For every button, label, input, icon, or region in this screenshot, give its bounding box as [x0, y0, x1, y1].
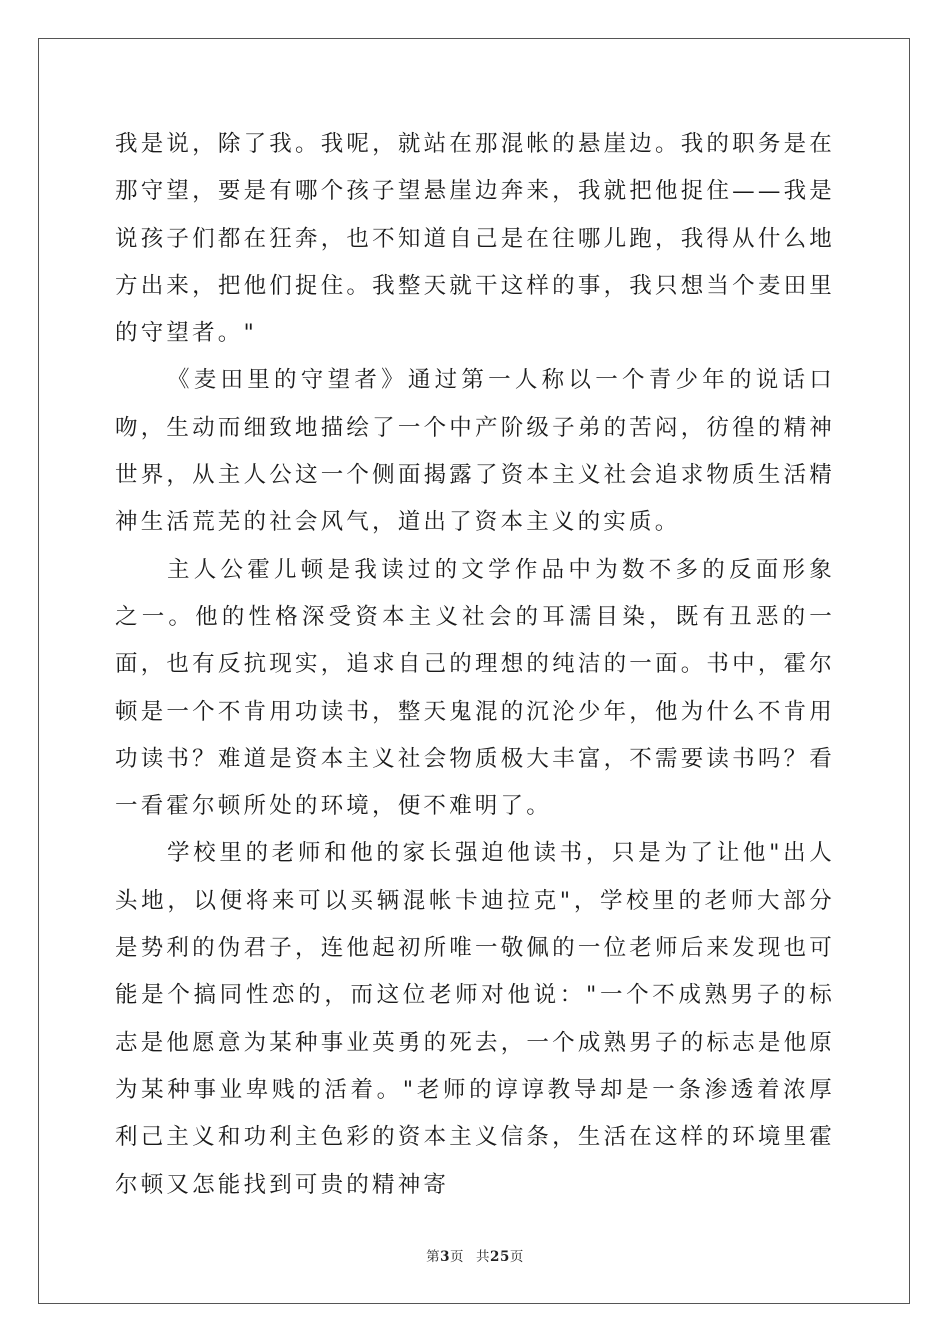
- page-number: 3: [440, 1249, 451, 1265]
- paragraph-3: 主人公霍儿顿是我读过的文学作品中为数不多的反面形象之一。他的性格深受资本主义社会的耳濡目染，既有丑恶的一面，也有反抗现实，追求自己的理想的纯洁的一面。书中，霍尔顿是一个不肯用功读书，整天鬼混的沉沦少年，他为什么不肯用功读书？难道是资本主义社会物质极大丰富，不需要读书吗？看一看霍尔顿所处的环境，便不难明了。: [115, 556, 835, 820]
- total-suffix: 页: [509, 1249, 524, 1265]
- document-body: [115, 121, 835, 1209]
- page-prefix: 第: [426, 1249, 441, 1265]
- paragraph-2: 《麦田里的守望者》通过第一人称以一个青少年的说话口吻，生动而细致地描绘了一个中产阶级子弟的苦闷，彷徨的精神世界，从主人公这一个侧面揭露了资本主义社会追求物质生活精神生活荒芜的社会风气，道出了资本主义的实质。: [115, 367, 835, 536]
- paragraph-1: 我是说，除了我。我呢，就站在那混帐的悬崖边。我的职务是在那守望，要是有哪个孩子望悬崖边奔来，我就把他捉住——我是说孩子们都在狂奔，也不知道自己是在往哪儿跑，我得从什么地方出来，把他们捉住。我整天就干这样的事，我只想当个麦田里的守望者。": [115, 131, 835, 347]
- page-suffix: 页: [450, 1249, 465, 1265]
- page-footer: [0, 1245, 950, 1265]
- total-prefix: 共: [476, 1249, 491, 1265]
- total-pages: 25: [490, 1249, 510, 1265]
- paragraph-4: 学校里的老师和他的家长强迫他读书，只是为了让他"出人头地，以便将来可以买辆混帐卡迪拉克"，学校里的老师大部分是势利的伪君子，连他起初所唯一敬佩的一位老师后来发现也可能是个搞同性恋的，而这位老师对他说："一个不成熟男子的标志是他愿意为某种事业英勇的死去，一个成熟男子的标志是他原为某种事业卑贱的活着。"老师的谆谆教导却是一条渗透着浓厚利己主义和功利主色彩的资本主义信条，生活在这样的环境里霍尔顿又怎能找到可贵的精神寄: [115, 840, 835, 1198]
